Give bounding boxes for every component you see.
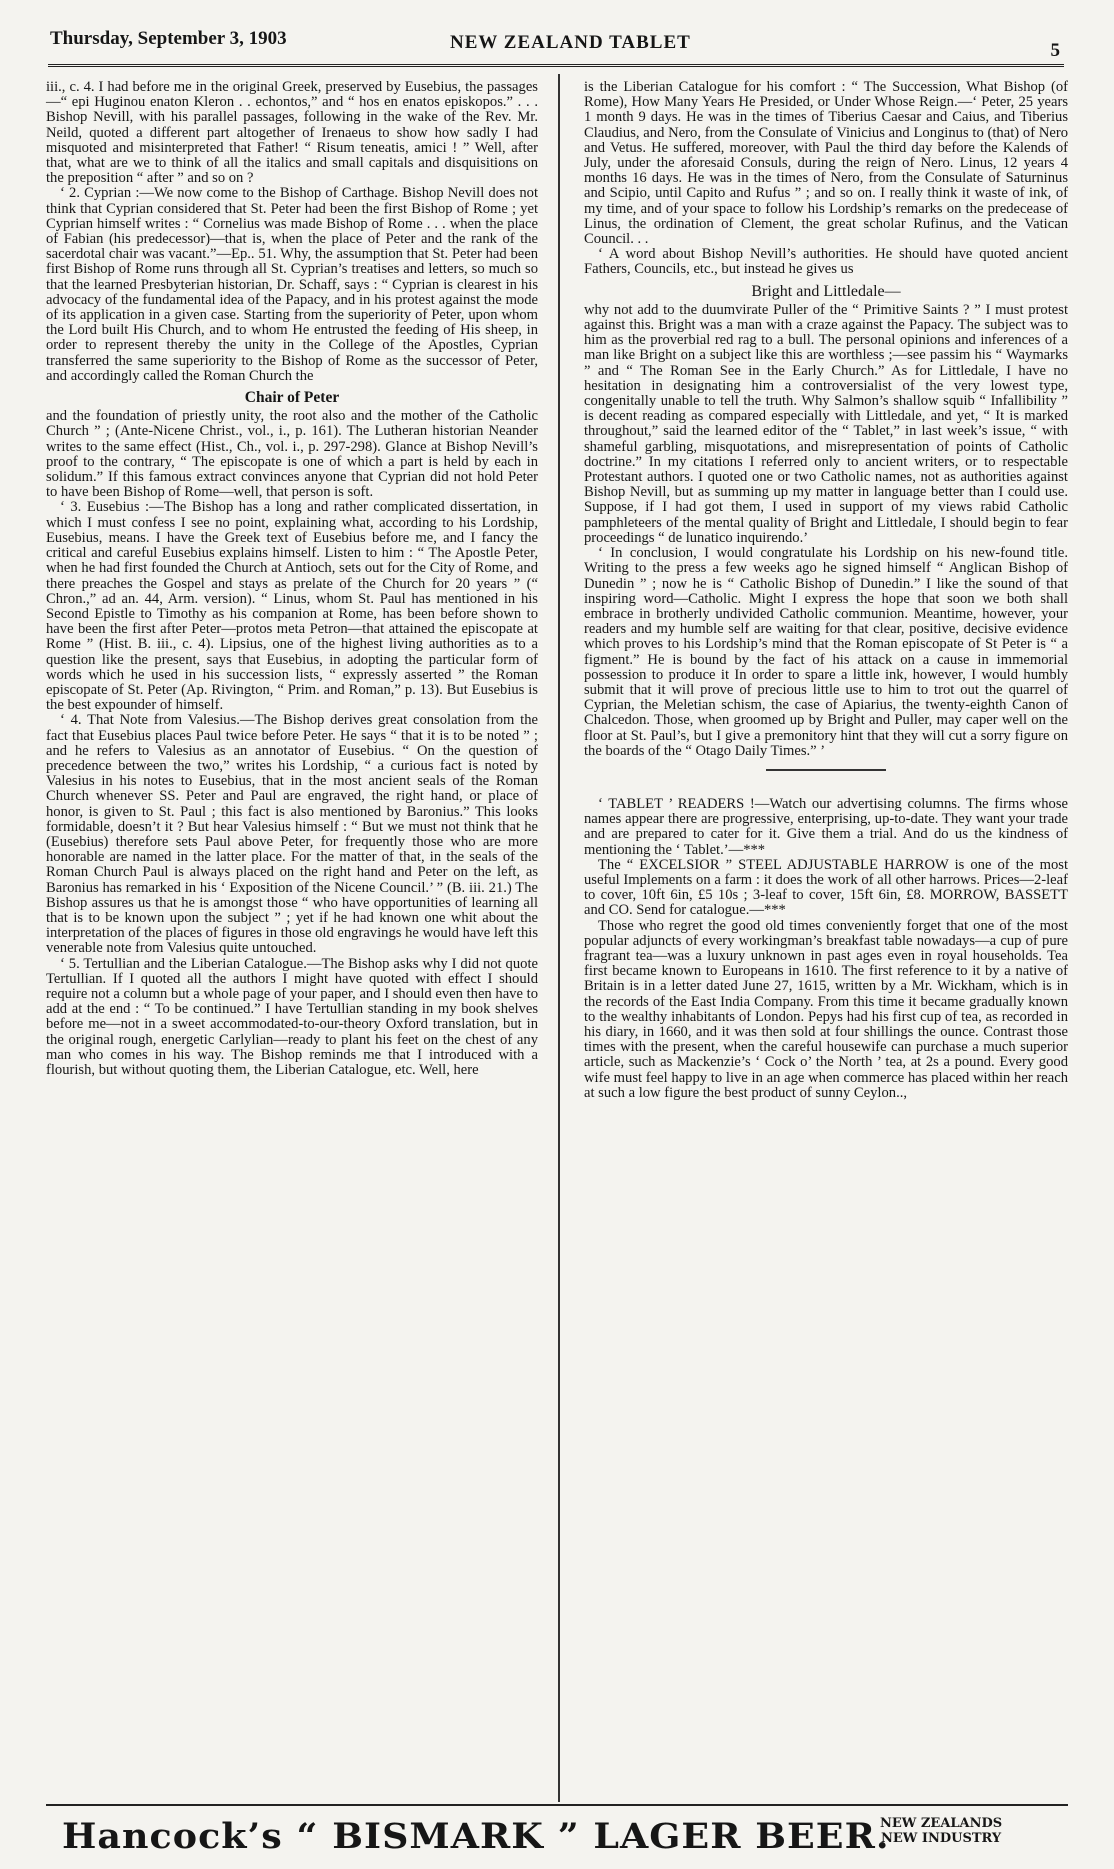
article-paragraph: is the Liberian Catalogue for his comfort : “ The Succession, What Bishop (of Rome), How Many Years He Presided, or Under Whose Reign.—‘ Peter, 25 years 1 month 9 days. He was in the times of Tiberius Caesar and Caius, and Tiberius Claudius, and Nero, from the Consulate of Vinicius and Longinus to (that) of Nero and Vetus. He suffered, moreover, with Paul the third day before the Kalends of July, under the aforesaid Consuls, during the reign of Nero. Linus, 12 years 4 months 16 days. He was in the times of Nero, from the Consulate of Saturninus and Scipio, until Capito and Rufus ” ; and so on. I really think it waste of ink, of my time, and of your space to follow his Lordship’s remarks on the predecease of Linus, the ordination of Clement, the great scholar Rufinus, and the Vatican Council. . . [584,79,1068,248]
article-paragraph: iii., c. 4. I had before me in the original Greek, preserved by Eusebius, the passages—“ epi Huginou enaton Kleron . . echontos,” and “ hos en enatos episkopos.” . . . Bishop Nevill, with his parallel passages, following in the wake of the Rev. Mr. Neild, quoted a different part altogether of Irenaeus to show how sadly I had misquoted and misinterpreted that Father! “ Risum teneatis, amici ! ” Well, after that, what are we to think of all the italics and small capitals and disquisitions on the preposition “ after ” and so on ? [46,79,538,187]
excelsior-harrow-ad: The “ EXCELSIOR ” STEEL ADJUSTABLE HARROW is one of the most useful Implements on a farm : it does the work of all other harrows. Prices—2-leaf to cover, 10ft 6in, £5 10s ; 3-leaf to cover, 15ft 6in, £8. MORROW, BASSETT and CO. Send for catalogue.—*** [584,856,1068,919]
page-number: 5 [1050,40,1060,61]
section-rule [766,769,886,771]
footer-rule [46,1804,1068,1806]
column-divider [558,74,560,1802]
left-column [46,80,538,1078]
page-header [50,22,1060,62]
article-paragraph: ‘ 3. Eusebius :—The Bishop has a long and rather complicated dissertation, in which I must confess I see no point, explaining what, according to his Lordship, Eusebius, means. I have the Greek text of Eusebius before me, and I fancy the critical and careful Eusebius explains himself. Listen to him : “ The Apostle Peter, when he had first founded the Church at Antioch, sets out for the City of Rome, and there preaches the Gospel and stays as prelate of the Church for 20 years ” (“ Chron.,” ad an. 44, Arm. version). “ Linus, whom St. Paul has mentioned in his Second Epistle to Timothy as his companion at Rome, has been before shown to have been the first after Peter—protos meta Petron—that attained the episcopate at Rome ” (Hist. B. iii., c. 4). Lipsius, one of the highest living authorities as to a question like the present, says that Eusebius, in adopting the particular form of words which he used in his succession lists, “ expressly asserted ” the Roman episcopate of St. Peter (Ap. Rivington, “ Prim. and Roman,” p. 13). But Eusebius is the best expounder of himself. [46,499,538,714]
header-title: NEW ZEALAND TABLET [450,32,691,53]
article-paragraph: ‘ In conclusion, I would congratulate his Lordship on his new-found title. Writing to the press a few weeks ago he signed himself “ Anglican Bishop of Dunedin ” ; now he is “ Catholic Bishop of Dunedin.” I like the sound of that inspiring word—Catholic. Might I express the hope that soon we both shall embrace in brotherly undivided Catholic communion. Meantime, however, your readers and my humble self are waiting for that clear, positive, decisive evidence which proves to his Lordship’s mind that the Roman episcopate of St Peter is “ a figment.” He is bound by the fact of his attack on a cause in immemorial possession to produce it In order to spare a little ink, however, I would humbly submit that it will prove of precious little use to him to trot out the quarrel of Cyprian, the Meletian schism, the case of Apiarius, the twenty-eighth Canon of Chalcedon. Those, when groomed up by Bright and Puller, may caper well on the floor at St. Paul’s, but I give a premonitory hint that they will cut a sorry figure on the boards of the “ Otago Daily Times.” ’ [584,545,1068,759]
tea-ad: Those who regret the good old times conveniently forget that one of the most popular adjuncts of every workingman’s breakfast table nowadays—a cup of pure fragrant tea—was a luxury unknown in past ages even in royal households. Tea first became known to Europeans in 1610. The first reference to it by a native of Britain is in a letter dated June 27, 1615, written by a Mr. Wickham, which is in the records of the East India Company. From this time it became gradually known to the wealthy inhabitants of London. Pepys had his first cup of tea, as recorded in his diary, in 1660, and it was then sold at four shillings the ounce. Contrast those times with the present, when the careful housewife can purchase a much superior article, such as Mackenzie’s ‘ Cock o’ the North ’ tea, at 2s a pound. Every good wife must feel happy to live in an age when commerce has placed within her reach at such a low figure the best product of sunny Ceylon.., [584,917,1068,1101]
industry-tagline [880,1816,1002,1846]
article-paragraph: why not add to the duumvirate Puller of the “ Primitive Saints ? ” I must protest against this. Bright was a man with a craze against the Papacy. The subject was to him as the proverbial red rag to a bull. The personal opinions and inferences of a man like Bright on a subject like this are worthless ;—see passim his “ Waymarks ” and “ The Roman See in the Early Church.” As for Littledale, I have no hesitation in designating him a controversialist of the very lowest type, congenitally unable to tell the truth. Why Salmon’s shallow squib “ Infallibility ” is decent reading as compared especially with Littledale, and yet, “ It is marked throughout,” said the learned editor of the “ Tablet,” in last week’s issue, “ with shameful garbling, misquotations, and misrepresentation of points of Catholic doctrine.” In my citations I referred only to ancient writers, or to respectable Protestant authors. I quoted one or two Catholic names, not as authorities against Bishop Nevill, but as summing up my matter in language better than I could use. Suppose, if I had got them, I used in support of my views rabid Catholic pamphleteers of the mental quality of Bright and Littledale, I should begin to fear proceedings “ de lunatico inquirendo.’ [584,301,1068,546]
header-date: Thursday, September 3, 1903 [50,28,287,49]
section-subheading: Bright and Littledale— [751,282,901,300]
tagline-line: NEW ZEALANDS [880,1816,1003,1831]
article-paragraph: ‘ 4. That Note from Valesius.—The Bishop derives great consolation from the fact that Eusebius places Paul twice before Peter. He says “ that it is to be noted ” ; and he refers to Valesius as an annotator of Eusebius. “ On the question of precedence between the two,” writes his Lordship, “ a curious fact is noted by Valesius in his notes to Eusebius, that in the most ancient seals of the Roman Church whenever SS. Peter and Paul are engraved, the right hand, or place of honor, is given to St. Paul ; this fact is also mentioned by Baronius.” This looks formidable, doesn’t it ? But hear Valesius himself : “ But we must not think that he (Eusebius) therefore sets Paul above Peter, for frequently those who are more honorable are named in the latter place. For the matter of that, in the seals of the Roman Church Paul is always placed on the right hand and Peter on the left, as Baronius has remarked in his ‘ Exposition of the Nicene Council.’ ” (B. iii. 21.) The Bishop assures us that he is amongst those “ who have opportunities of learning all that is to be known upon the subject ” ; yet if he had known one whit about the interpretation of the places of figures in those old engravings he would have left this venerable note from Valesius quite untouched. [46,712,538,957]
tablet-readers-notice: ‘ TABLET ’ READERS !—Watch our advertising columns. The firms whose names appear there are progressive, enterprising, up-to-date. They want your trade and are prepared to cater for it. Give them a trial. And do us the kindness of mentioning the ‘ Tablet.’—*** [584,795,1068,858]
section-subheading: Chair of Peter [244,389,340,407]
article-paragraph: and the foundation of priestly unity, the root also and the mother of the Catholic Church ” ; (Ante-Nicene Christ., vol., i., p. 161). The Lutheran historian Neander writes to the same effect (Hist., Ch., vol. i., p. 297-298). Glance at Bishop Nevill’s proof to the contrary, “ The episcopate is one of which a part is held by each in solidum.” If this famous extract convinces anyone that Cyprian did not hold Peter to have been Bishop of Rome—well, that person is soft. [46,408,538,501]
article-paragraph: ‘ 2. Cyprian :—We now come to the Bishop of Carthage. Bishop Nevill does not think that Cyprian considered that St. Peter had been the first Bishop of Rome ; yet Cyprian himself writes : “ Cornelius was made Bishop of Rome . . . when the place of Fabian (his predecessor)—that is, when the place of Peter and the rank of the sacerdotal chair was vacant.”—Ep.. 51. Why, the assumption that St. Peter had been first Bishop of Rome runs through all St. Cyprian’s treatises and letters, so much so that the learned Presbyterian historian, Dr. Schaff, says : “ Cyprian is clearest in his advocacy of the fundamental idea of the Papacy, and in his protest against the mode of its application in a given case. Starting from the superiority of Peter, upon whom the Lord built His Church, and to whom He entrusted the feeding of His sheep, in order to represent thereby the unity in the College of the Apostles, Cyprian transferred the same superiority to the Bishop of Rome as the successor of Peter, and accordingly called the Roman Church the [46,185,538,384]
header-rule [48,64,1064,67]
article-paragraph: ‘ A word about Bishop Nevill’s authorities. He should have quoted ancient Fathers, Councils, etc., but instead he gives us [584,246,1068,278]
right-column [584,80,1068,1101]
lager-beer-ad: Hancock’s “ BISMARK ” LAGER BEER. [62,1816,890,1857]
article-paragraph: ‘ 5. Tertullian and the Liberian Catalogue.—The Bishop asks why I did not quote Tertullian. If I quoted all the authors I might have quoted with effect I should require not a column but a whole page of your paper, and I should even then have to add at the end : “ To be continued.” I have Tertullian standing in my book shelves before me—not in a sweet accommodated-to-our-theory Oxford translation, but in the original rough, energetic Carlylian—ready to plant his feet on the chest of any man who comes in his way. The Bishop reminds me that I introduced with a flourish, but without quoting them, the Liberian Catalogue, etc. Well, here [46,955,538,1078]
tagline-line: NEW INDUSTRY [880,1831,1002,1846]
